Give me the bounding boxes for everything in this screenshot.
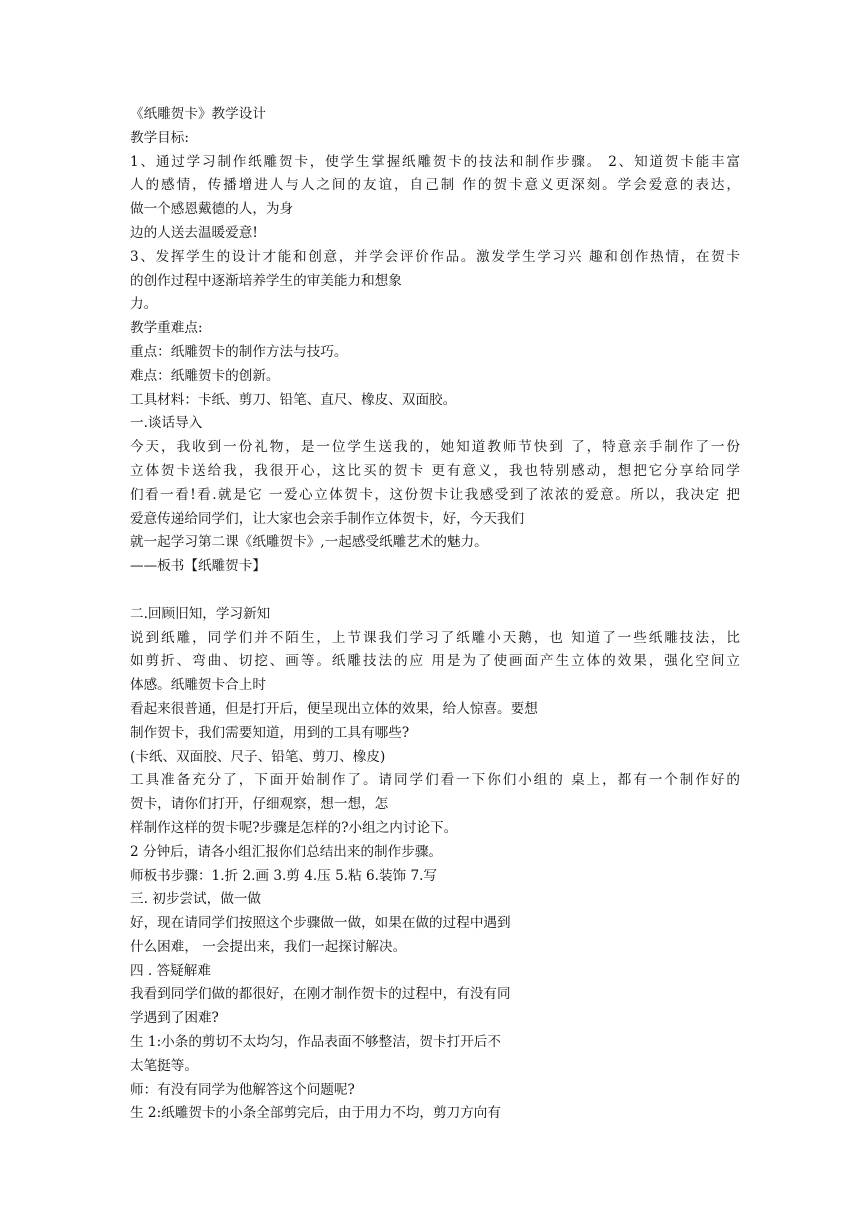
text-line: 工具准备充分了，下面开始制作了。请同学们看一下你们小组的 桌上，都有一个制作好的 — [130, 772, 740, 789]
text-line: 工具材料：卡纸、剪刀、铅笔、直尺、橡皮、双面胶。 — [130, 391, 457, 408]
text-line: 制作贺卡，我们需要知道，用到的工具有哪些? — [130, 724, 410, 741]
blank-line — [130, 579, 740, 603]
text-line: 教学目标: — [130, 129, 189, 146]
text-line: 师板书步骤：1.折 2.画 3.剪 4.压 5.粘 6.装饰 7.写 — [130, 867, 438, 884]
text-line: 说到纸雕，同学们并不陌生，上节课我们学习了纸雕小天鹅，也 知道了一些纸雕技法，比 — [130, 629, 740, 646]
text-line: 学遇到了困难? — [130, 1010, 219, 1027]
text-line: 四 . 答疑解难 — [130, 962, 211, 979]
text-line: 好，现在请同学们按照这个步骤做一做，如果在做的过程中遇到 — [130, 915, 511, 932]
text-line: 如剪折、弯曲、切挖、画等。纸雕技法的应 用是为了使画面产生立体的效果，强化空间立 — [130, 653, 740, 670]
text-line: 今天，我收到一份礼物，是一位学生送我的，她知道教师节快到 了，特意亲手制作了一份 — [130, 439, 740, 456]
text-line: 师：有没有同学为他解答这个问题呢? — [130, 1081, 355, 1098]
text-line: 生 2:纸雕贺卡的小条全部剪完后，由于用力不均，剪刀方向有 — [130, 1105, 501, 1122]
document-page — [130, 103, 740, 1126]
document-body — [130, 127, 740, 1126]
text-line: ——板书【纸雕贺卡】 — [130, 558, 266, 575]
text-line: 难点：纸雕贺卡的创新。 — [130, 367, 280, 384]
text-line: 生 1:小条的剪切不太均匀，作品表面不够整洁，贺卡打开后不 — [130, 1034, 501, 1051]
text-line: 爱意传递给同学们，让大家也会亲手制作立体贺卡，好，今天我们 — [130, 510, 525, 527]
text-line: 体感。纸雕贺卡合上时 — [130, 677, 266, 694]
text-line: 看起来很普通，但是打开后，便呈现出立体的效果，给人惊喜。要想 — [130, 700, 538, 717]
text-line: 三. 初步尝试，做一做 — [130, 891, 261, 908]
text-line: 的创作过程中逐渐培养学生的审美能力和想象 — [130, 272, 402, 289]
text-line: 样制作这样的贺卡呢?步骤是怎样的?小组之内讨论下。 — [130, 819, 458, 836]
text-line: 一.谈话导入 — [130, 415, 203, 432]
text-line: 立体贺卡送给我，我很开心，这比买的贺卡 更有意义，我也特别感动，想把它分享给同学 — [130, 462, 740, 479]
text-line: 人的感情，传播增进人与人之间的友谊，自己制 作的贺卡意义更深刻。学会爱意的表达， — [130, 177, 740, 194]
text-line: 我看到同学们做的都很好，在刚才制作贺卡的过程中，有没有同 — [130, 986, 511, 1003]
text-line: 1、通过学习制作纸雕贺卡，使学生掌握纸雕贺卡的技法和制作步骤。 2、知道贺卡能丰富 — [130, 153, 740, 170]
text-line: 重点：纸雕贺卡的制作方法与技巧。 — [130, 343, 348, 360]
text-line: 太笔挺等。 — [130, 1057, 198, 1074]
text-line: 3、发挥学生的设计才能和创意，并学会评价作品。激发学生学习兴 趣和创作热情，在贺卡 — [130, 248, 740, 265]
text-line: 贺卡，请你们打开，仔细观察，想一想，怎 — [130, 796, 389, 813]
text-line: 们看一看!看.就是它 一爱心立体贺卡，这份贺卡让我感受到了浓浓的爱意。所以，我决定 把 — [130, 486, 740, 503]
text-line: 2 分钟后，请各小组汇报你们总结出来的制作步骤。 — [130, 843, 443, 860]
text-line: 教学重难点: — [130, 320, 203, 337]
text-line: 做一个感恩戴德的人，为身 — [130, 201, 294, 218]
text-line: 边的人送去温暖爱意! — [130, 224, 258, 241]
text-line: (卡纸、双面胶、尺子、铅笔、剪刀、橡皮) — [130, 748, 386, 765]
text-line: 二.回顾旧知，学习新知 — [130, 605, 271, 622]
document-title: 《纸雕贺卡》教学设计 — [130, 106, 266, 122]
text-line: 什么困难， 一会提出来，我们一起探讨解决。 — [130, 938, 407, 955]
text-line: 就一起学习第二课《纸雕贺卡》,一起感受纸雕艺术的魅力。 — [130, 534, 488, 551]
text-line: 力。 — [130, 296, 158, 313]
